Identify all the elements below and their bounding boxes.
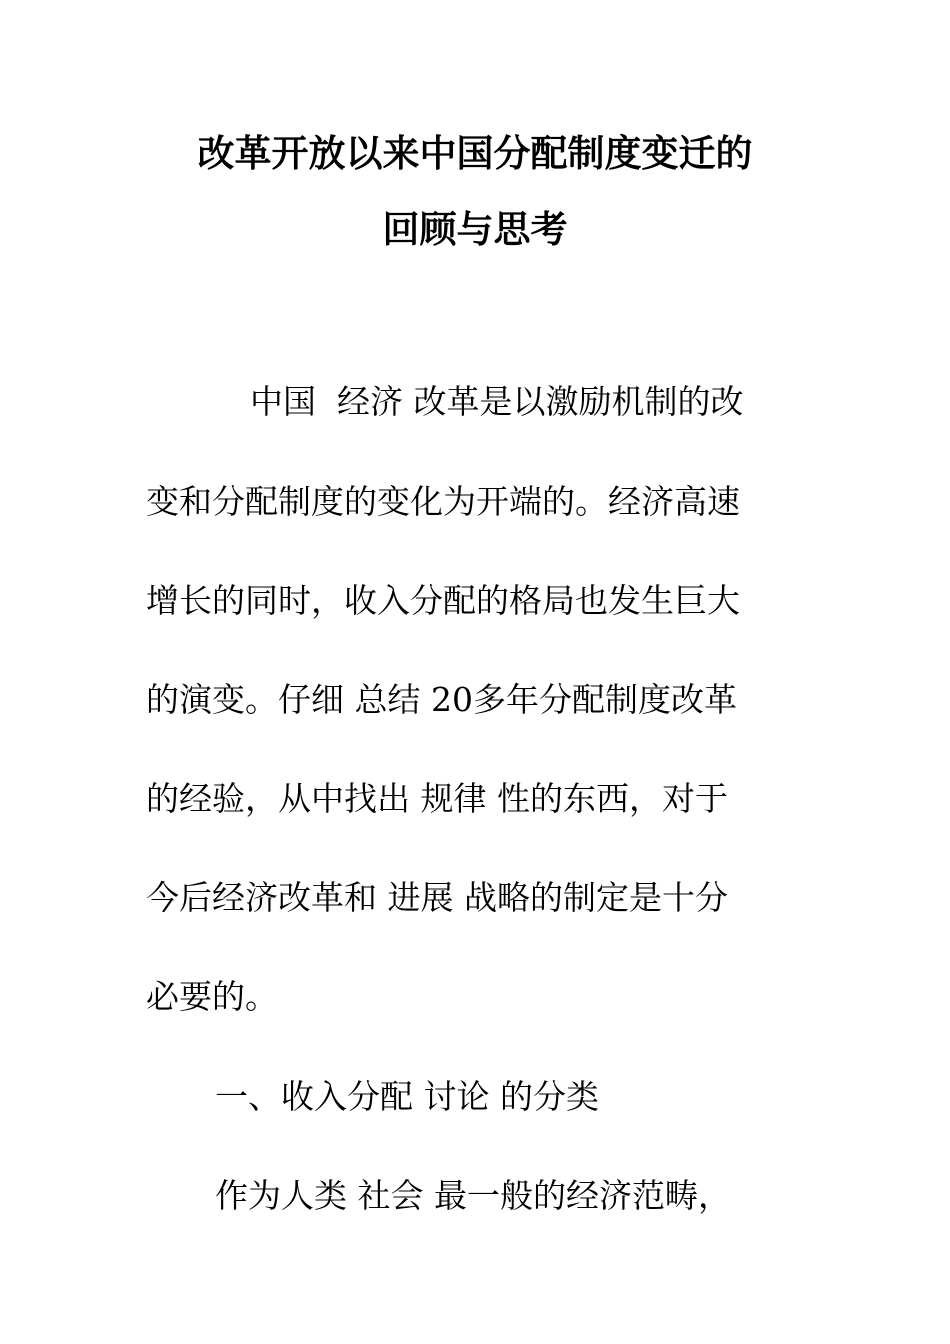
- paragraph-1-line-5: 的经验，从中找出 规律 性的东西，对于: [146, 779, 728, 818]
- paragraph-2-line-1: 作为人类 社会 最一般的经济范畴，: [215, 1176, 731, 1215]
- section-1-heading: 一、收入分配 讨论 的分类: [215, 1077, 599, 1116]
- document-title-line-1: 改革开放以来中国分配制度变迁的: [197, 131, 753, 175]
- document-title-line-2: 回顾与思考: [382, 207, 568, 251]
- paragraph-1-line-1: 中国 经济 改革是以激励机制的改: [250, 382, 744, 421]
- paragraph-1-line-7: 必要的。: [146, 977, 278, 1016]
- paragraph-1-line-6: 今后经济改革和 进展 战略的制定是十分: [146, 878, 728, 917]
- paragraph-1-line-3: 增长的同时，收入分配的格局也发生巨大: [146, 581, 740, 620]
- paragraph-1-line-4: 的演变。仔细 总结 20多年分配制度改革: [146, 680, 737, 719]
- paragraph-1-line-2: 变和分配制度的变化为开端的。经济高速: [146, 482, 740, 521]
